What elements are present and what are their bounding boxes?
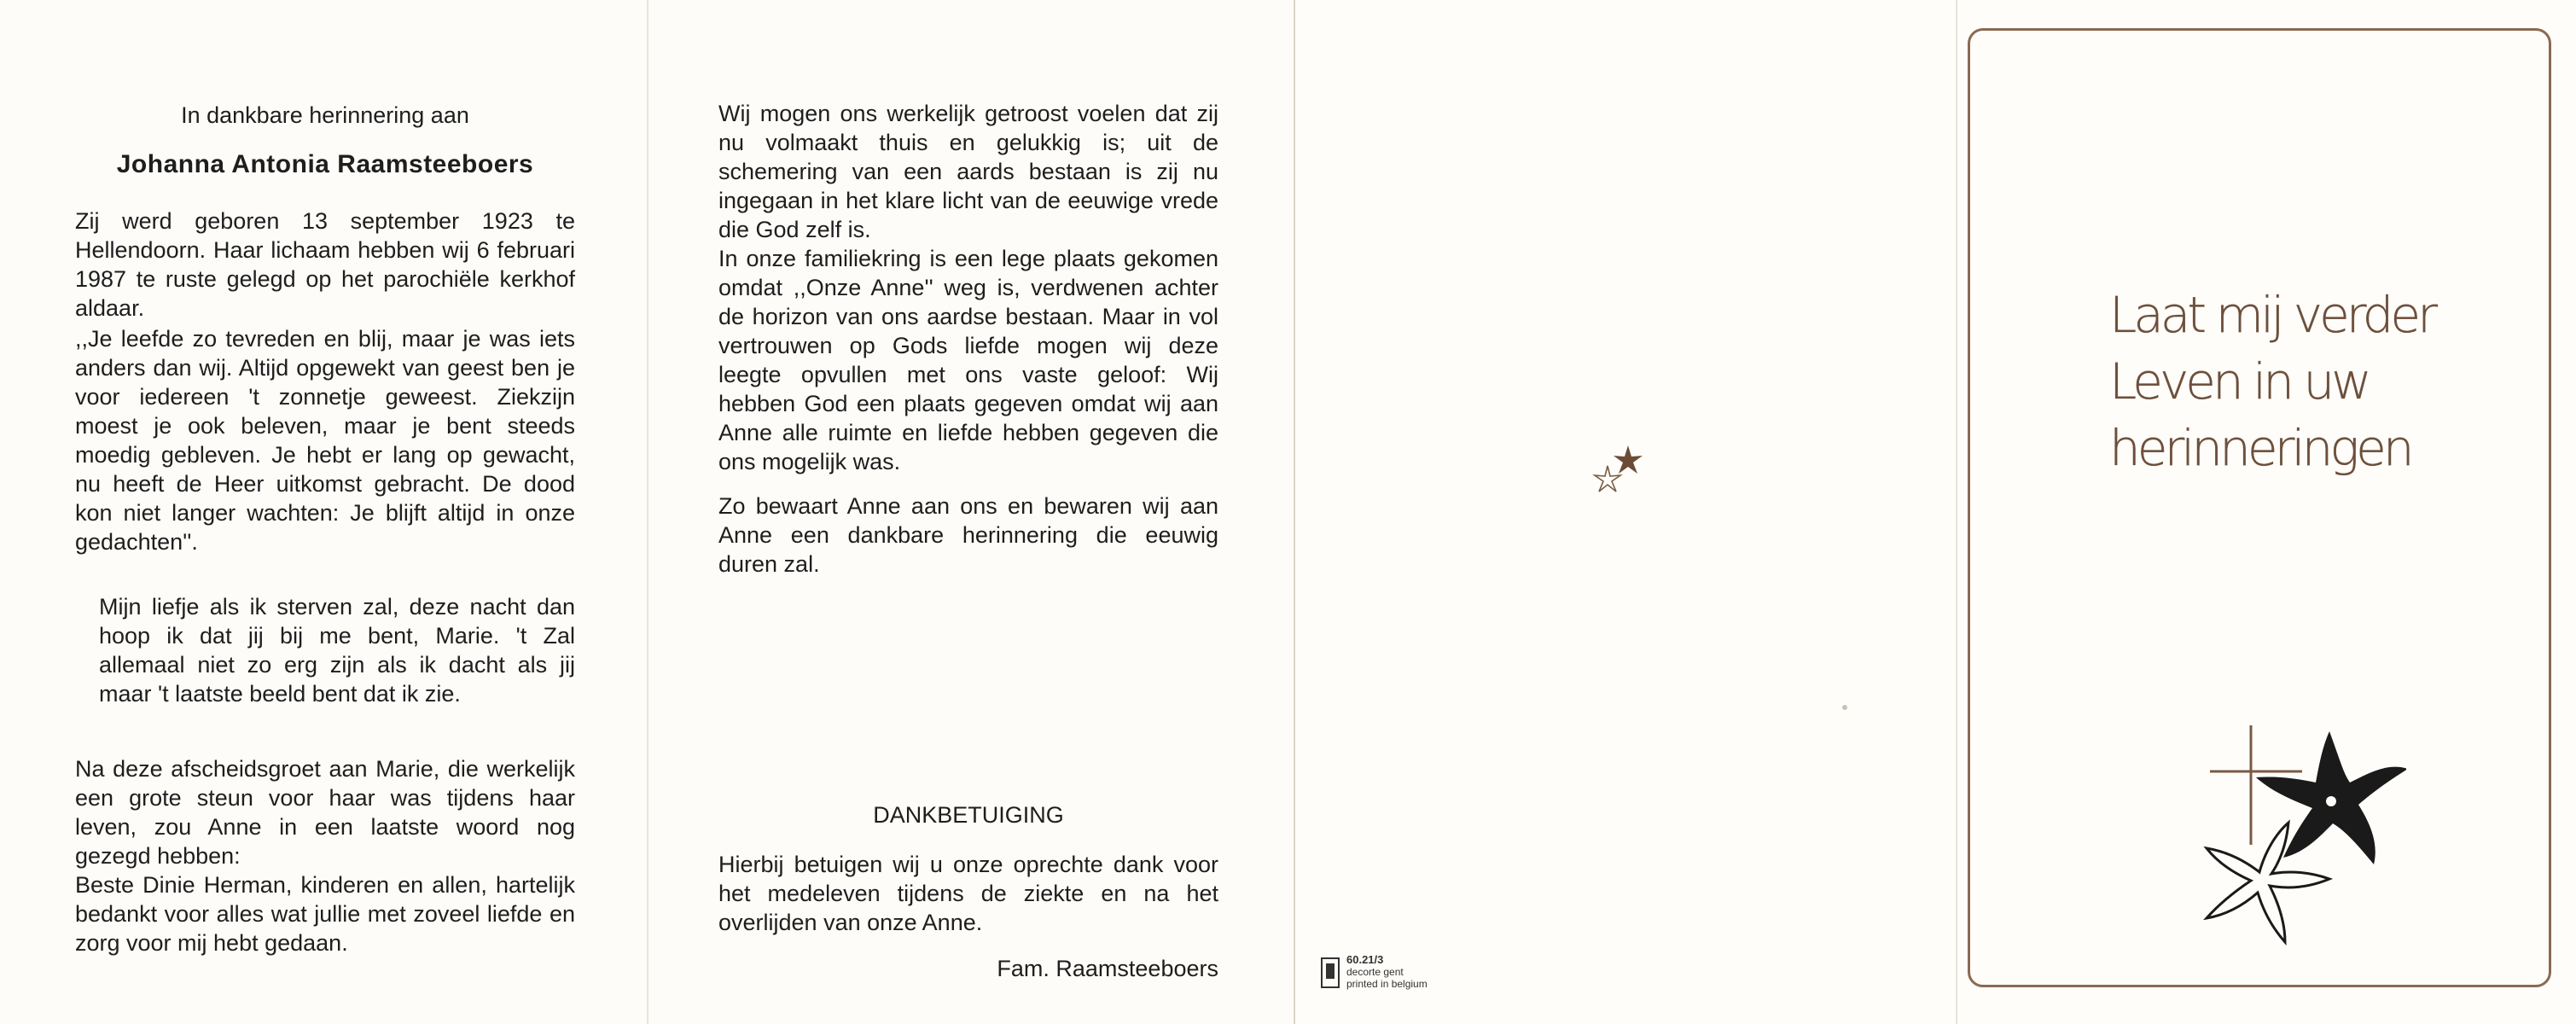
imprint-printer: decorte gent <box>1346 966 1404 978</box>
flower-icon <box>2256 731 2406 864</box>
back-cover-panel <box>1295 0 1957 1024</box>
thanks-paragraph: Hierbij betuigen wij u onze oprechte dank voor het medeleven tijdens de ziekte en na het overlijden van onze Anne. <box>718 852 1218 935</box>
quote-line-2: Leven in uw <box>2109 352 2369 410</box>
last-words-paragraph: Beste Dinie Herman, kinderen en allen, hartelijk bedankt voor alles wat jullie met zoveel liefde en zorg voor mij hebt gedaan. <box>75 872 575 956</box>
family-paragraph: In onze familiekring is een lege plaats gekomen omdat ,,Onze Anne'' weg is, verdwenen achter de horizon van ons aardse bestaan. Maar in vol vertrouwen op Gods liefde mogen wij deze leegte opvullen met ons vaste geloof: Wij hebben God een plaats gegeven omdat wij aan Anne alle ruimte en liefde hebben gegeven die ons mogelijk was. <box>718 246 1218 474</box>
quote-line-1: Laat mij verder <box>2109 286 2434 344</box>
birth-burial-paragraph: Zij werd geboren 13 september 1923 te Hellendoorn. Haar lichaam hebben wij 6 februari 1987 te ruste gelegd op het parochiële kerkhof aldaar. <box>75 208 575 321</box>
paper-speck <box>1842 705 1847 710</box>
printer-imprint <box>1321 954 1474 997</box>
farewell-paragraph: Na deze afscheidsgroet aan Marie, die werkelijk een grote steun voor haar was tijdens haar leven, zou Anne in een laatste woord nog gezegd hebben: <box>75 756 575 869</box>
quote-line-3: herinneringen <box>2109 419 2411 477</box>
poem-paragraph: Mijn liefje als ik sterven zal, deze nacht dan hoop ik dat jij bij me bent, Marie. 't Zal allemaal niet zo erg zijn als ik dacht als jij maar 't laatste beeld bent dat ik zie. <box>99 594 575 707</box>
printer-logo-icon <box>1321 957 1340 988</box>
cover-quote <box>2109 282 2476 481</box>
small-flowers-icon <box>1579 440 1655 509</box>
intro-text: In dankbare herinnering aan <box>181 102 469 128</box>
imprint-country: printed in belgium <box>1346 978 1428 990</box>
thanks-title: DANKBETUIGING <box>873 802 1064 828</box>
signature: Fam. Raamsteeboers <box>997 956 1218 981</box>
cross-and-flowers-icon <box>2201 717 2406 947</box>
deceased-name: Johanna Antonia Raamsteeboers <box>116 150 534 178</box>
comfort-paragraph: Wij mogen ons werkelijk getroost voelen dat zij nu volmaakt thuis en gelukkig is; uit de schemering van een aards bestaan is zij nu ingegaan in het klare licht van de eeuwige vrede die God zelf is. <box>718 101 1218 242</box>
imprint-code: 60.21/3 <box>1346 953 1384 966</box>
tribute-paragraph: ,,Je leefde zo tevreden en blij, maar je was iets anders dan wij. Altijd opgewekt van geest ben je voor iedereen 't zonnetje geweest. Ziekzijn moest je ook beleven, maar je bent steeds moedig gebleven. Je hebt er lang op gewacht, nu heeft de Heer uitkomst gebracht. De dood kon niet langer wachten: Je blijft altijd in onze gedachten''. <box>75 326 575 555</box>
remembrance-paragraph: Zo bewaart Anne aan ons en bewaren wij aan Anne een dankbare herinnering die eeuwig duren zal. <box>718 493 1218 577</box>
